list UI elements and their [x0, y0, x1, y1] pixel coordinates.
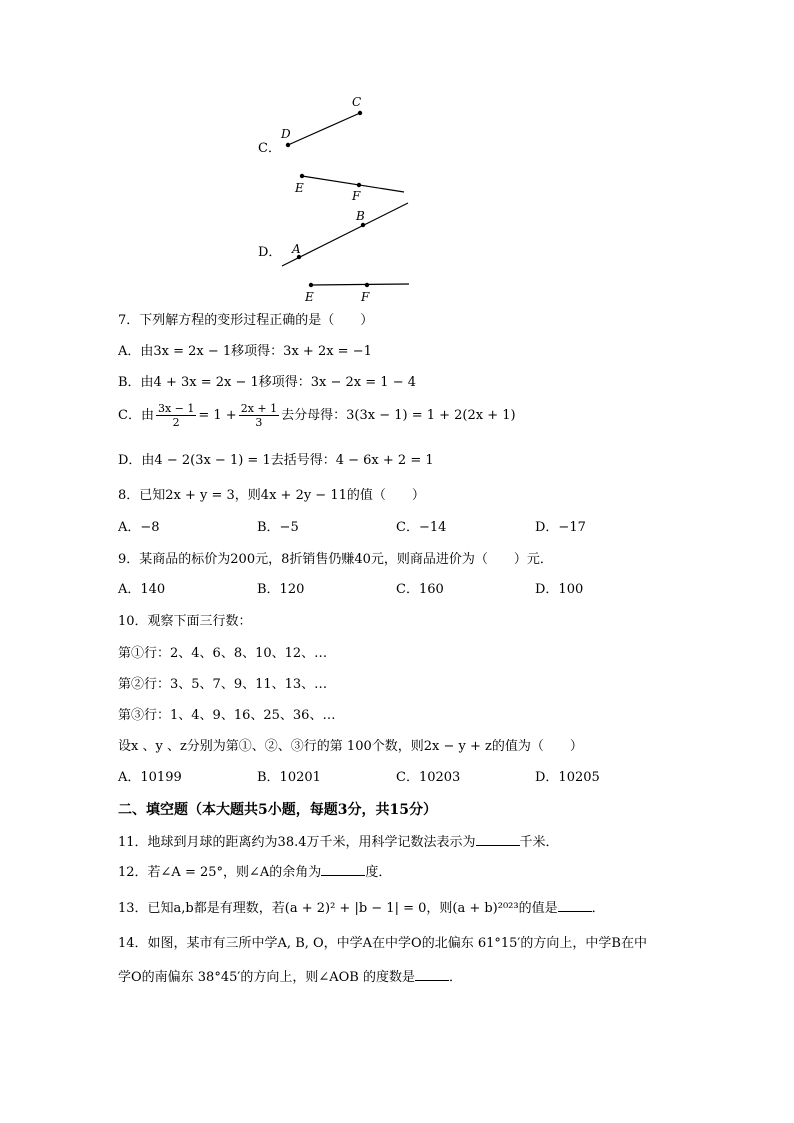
point-label-a: A [292, 242, 301, 256]
q10-option-c: C．10203 [396, 770, 461, 785]
q14-line-2: 学O的南偏东 38°45′的方向上，则∠AOB 的度数是 ． [118, 970, 462, 985]
q9-option-a: A．140 [118, 582, 166, 597]
q10-row-1: 第①行：2、4、6、8、10、12、… [118, 646, 328, 661]
fraction-2: $\frac{2x + 1}{3}$ [240, 402, 278, 429]
q9-stem: 9．某商品的标价为200元，8折销售仍赚40元，则商品进价为（ ）元． [118, 552, 553, 567]
q9-option-d: D．100 [535, 582, 584, 597]
geometry-figures [0, 0, 794, 310]
q10-question: 设x 、y 、z分别为第①、②、③行的第 100个数，则2x − y + z的值为（ ） [118, 739, 583, 754]
answer-blank [558, 899, 592, 912]
q9-option-c: C．160 [396, 582, 444, 597]
point-label-e: E [295, 181, 304, 195]
q8-stem: 8．已知2x + y = 3，则4x + 2y − 11的值（ ） [118, 488, 425, 503]
q11: 11．地球到月球的距离约为38.4万千米，用科学记数法表示为 千米． [118, 835, 559, 850]
q8-option-c: C．−14 [396, 520, 447, 535]
point-label-d: D [281, 127, 291, 141]
point-label-c: C [352, 95, 362, 109]
q12: 12．若∠A = 25°，则∠A的余角为 度． [118, 865, 392, 880]
answer-blank [476, 833, 520, 846]
q7-stem: 7．下列解方程的变形过程正确的是（ ） [118, 313, 374, 328]
option-d-label: D． [258, 245, 282, 260]
q10-option-a: A．10199 [118, 770, 182, 785]
q9-option-b: B．120 [257, 582, 305, 597]
q7-option-c: C．由 $\frac{3x - 1}{2}$ = 1 + $\frac{2x + 1}{3}$ 去分母得：3(3x − 1) = 1 + 2(2x + 1) [118, 402, 516, 429]
q10-stem: 10．观察下面三行数： [118, 614, 252, 629]
q8-option-a: A．−8 [118, 520, 160, 535]
q10-option-d: D．10205 [535, 770, 600, 785]
option-c-label: C． [258, 141, 281, 156]
point-label-f: F [352, 189, 361, 203]
q10-row-2: 第②行：3、5、7、9、11、13、… [118, 677, 328, 692]
answer-blank [415, 968, 449, 981]
fraction-1: $\frac{3x - 1}{2}$ [157, 402, 195, 429]
q8-option-d: D．−17 [535, 520, 586, 535]
figure-d [282, 203, 409, 304]
q7-option-a: A．由3x = 2x − 1移项得：3x + 2x = −1 [118, 344, 372, 359]
figure-c [280, 95, 404, 203]
q7-option-b: B．由4 + 3x = 2x − 1移项得：3x − 2x = 1 − 4 [118, 375, 416, 390]
q10-option-b: B．10201 [257, 770, 321, 785]
q13: 13．已知a,b都是有理数，若(a + 2)² + |b − 1| = 0，则(a + b)²⁰²³的值是 ． [118, 901, 605, 916]
q10-row-3: 第③行：1、4、9、16、25、36、… [118, 708, 336, 723]
point-label-f2: F [361, 290, 370, 304]
answer-blank [321, 863, 365, 876]
q8-option-b: B．−5 [257, 520, 299, 535]
point-label-e2: E [305, 290, 314, 304]
q14-line-1: 14．如图，某市有三所中学A, B, O，中学A在中学O的北偏东 61°15′的方向上，中学B在中 [118, 936, 647, 951]
q7-option-d: D．由4 − 2(3x − 1) = 1去括号得：4 − 6x + 2 = 1 [118, 453, 434, 468]
point-label-b: B [356, 209, 365, 223]
section-heading-fill-in: 二、填空题（本大题共5小题，每题3分，共15分） [118, 802, 437, 818]
